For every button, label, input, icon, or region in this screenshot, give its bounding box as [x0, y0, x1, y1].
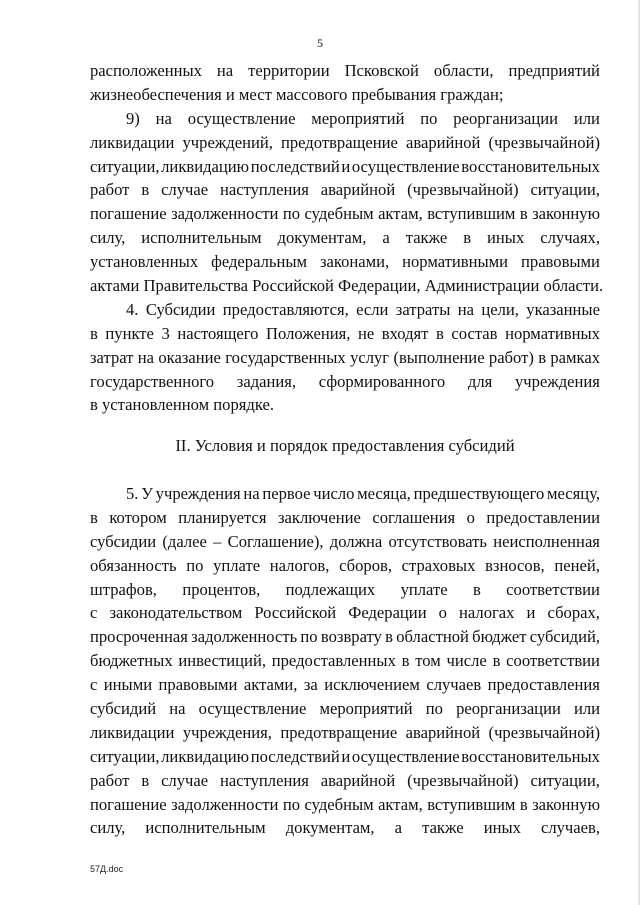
text-line: жизнеобеспечения и мест массового пребывания граждан;: [90, 84, 504, 104]
text-line: ликвидации учреждения, предотвращение аварийной (чрезвычайной): [90, 722, 600, 742]
text-line: субсидии (далее – Соглашение), должна отсутствовать неисполненная: [90, 531, 600, 551]
text-line: бюджетных инвестиций, предоставленных в том числе в соответствии: [90, 651, 600, 671]
file-name-footer: 57Д.doc: [90, 864, 124, 874]
text-line: 9) на осуществление мероприятий по реорганизации или: [126, 108, 600, 128]
text-line: 4. Субсидии предоставляются, если затраты на цели, указанные: [126, 299, 600, 319]
text-line: с законодательством Российской Федерации о налогах и сборах,: [90, 603, 600, 623]
text-block-top: [90, 59, 604, 417]
text-line: работ в случае наступления аварийной (чрезвычайной) ситуации,: [90, 770, 600, 790]
text-line: в установленном порядке.: [90, 395, 275, 415]
text-line: погашение задолженности по судебным актам, вступившим в законную: [90, 204, 600, 224]
text-line: установленных федеральным законами, нормативными правовыми: [90, 252, 600, 272]
text-line: в котором планируется заключение соглашения о предоставлении: [90, 507, 600, 527]
text-line: ликвидации учреждений, предотвращение аварийной (чрезвычайной): [90, 132, 600, 152]
text-line: государственного задания, сформированного для учреждения: [90, 371, 600, 391]
text-line: с иными правовыми актами, за исключением случаев предоставления: [90, 675, 600, 695]
text-block-bottom: [90, 482, 600, 840]
text-line: обязанность по уплате налогов, сборов, страховых взносов, пеней,: [90, 555, 600, 575]
text-line: просроченная задолженность по возврату в областной бюджет субсидий,: [90, 627, 600, 647]
text-line: штрафов, процентов, подлежащих уплате в соответствии: [90, 579, 600, 599]
text-line: силу, исполнительным документам, а также иных случаев,: [90, 818, 600, 838]
text-line: субсидий на осуществление мероприятий по реорганизации или: [90, 699, 600, 719]
text-line: ситуации, ликвидацию последствий и осуществление восстановительных: [90, 746, 600, 766]
page-number: 5: [317, 36, 323, 50]
text-line: в пункте 3 настоящего Положения, не входят в состав нормативных: [90, 323, 600, 343]
text-line: работ в случае наступления аварийной (чрезвычайной) ситуации,: [90, 180, 600, 200]
text-line: затрат на оказание государственных услуг (выполнение работ) в рамках: [90, 347, 600, 367]
section-heading: II. Условия и порядок предоставления субсидий: [175, 436, 515, 455]
text-line: погашение задолженности по судебным актам, вступившим в законную: [90, 794, 600, 814]
text-line: силу, исполнительным документам, а также в иных случаях,: [90, 228, 600, 248]
text-line: 5. У учреждения на первое число месяца, предшествующего месяцу,: [126, 484, 600, 503]
text-line: актами Правительства Российской Федерации, Администрации области.: [90, 276, 604, 296]
text-line: расположенных на территории Псковской области, предприятий: [90, 61, 600, 80]
text-line: ситуации, ликвидацию последствий и осуществление восстановительных: [90, 156, 600, 176]
